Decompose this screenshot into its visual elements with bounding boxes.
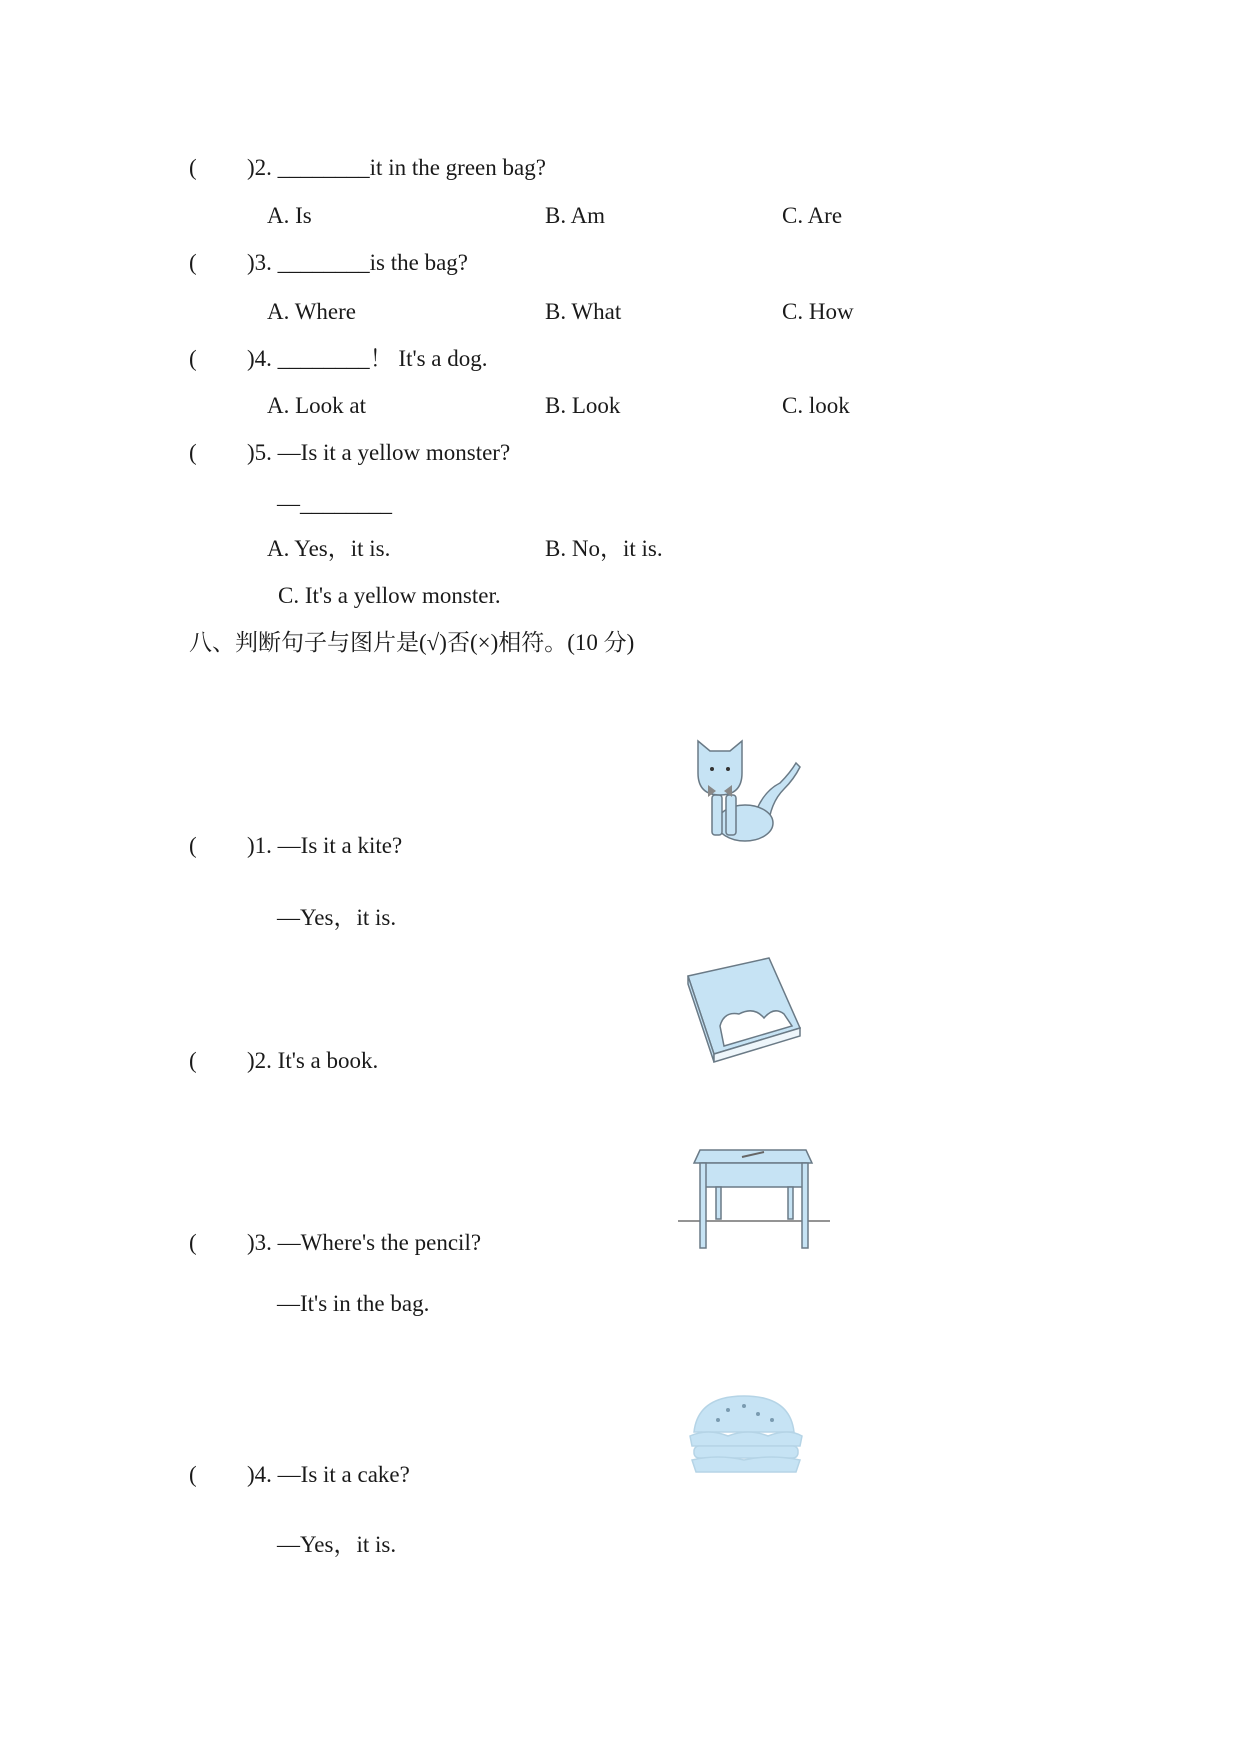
- option-b: B. What: [545, 299, 622, 324]
- cat-picture: [690, 733, 802, 845]
- option-a: A. Where: [267, 299, 356, 324]
- option-b: B. Am: [545, 203, 606, 228]
- question-stem: )3. ________is the bag?: [247, 250, 469, 275]
- hamburger-picture: [688, 1392, 804, 1478]
- option-c: C. Are: [782, 203, 843, 228]
- option-c: C. How: [782, 299, 854, 324]
- book-picture: [684, 956, 802, 1064]
- item-reply: —It's in the bag.: [277, 1291, 430, 1316]
- option-a: A. Look at: [267, 393, 367, 418]
- answer-blank: —________: [277, 491, 392, 516]
- item-reply: —Yes，it is.: [277, 1532, 397, 1557]
- answer-paren[interactable]: (: [189, 346, 197, 371]
- option-c: C. It's a yellow monster.: [278, 583, 501, 608]
- item-text: )2. It's a book.: [247, 1048, 379, 1073]
- option-c: C. look: [782, 393, 850, 418]
- question-stem: )2. ________it in the green bag?: [247, 155, 546, 180]
- option-a: A. Yes，it is.: [267, 536, 391, 561]
- answer-paren[interactable]: (: [189, 833, 197, 858]
- item-text: )1. —Is it a kite?: [247, 833, 403, 858]
- answer-paren[interactable]: (: [189, 1230, 197, 1255]
- answer-paren[interactable]: (: [189, 440, 197, 465]
- item-reply: —Yes，it is.: [277, 905, 397, 930]
- option-b: B. No，it is.: [545, 536, 663, 561]
- desk-picture: [678, 1148, 830, 1250]
- item-text: )3. —Where's the pencil?: [247, 1230, 482, 1255]
- section-heading: 八、判断句子与图片是(√)否(×)相符。(10 分): [189, 630, 635, 655]
- answer-paren[interactable]: (: [189, 1048, 197, 1073]
- question-stem: )5. —Is it a yellow monster?: [247, 440, 511, 465]
- answer-paren[interactable]: (: [189, 250, 197, 275]
- option-b: B. Look: [545, 393, 621, 418]
- question-stem: )4. ________！ It's a dog.: [247, 346, 488, 371]
- answer-paren[interactable]: (: [189, 1462, 197, 1487]
- option-a: A. Is: [267, 203, 312, 228]
- answer-paren[interactable]: (: [189, 155, 197, 180]
- item-text: )4. —Is it a cake?: [247, 1462, 410, 1487]
